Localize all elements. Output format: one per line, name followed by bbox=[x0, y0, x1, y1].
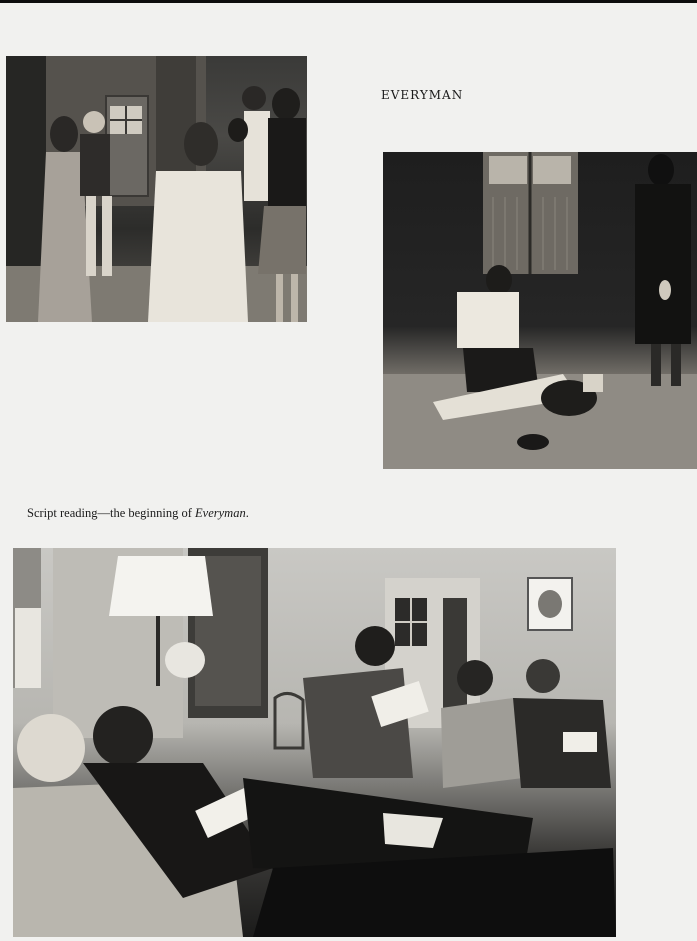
page-heading: EVERYMAN bbox=[381, 88, 464, 102]
photo-script-reading bbox=[13, 548, 616, 937]
caption-period: . bbox=[245, 506, 249, 520]
photo-everyman-scene bbox=[383, 152, 697, 469]
photo-caption bbox=[27, 506, 249, 521]
caption-text: Script reading—the beginning of bbox=[27, 506, 196, 520]
caption-title: Everyman bbox=[195, 506, 246, 520]
photo-stage-rehearsal bbox=[6, 56, 307, 322]
page-top-edge bbox=[0, 0, 697, 3]
